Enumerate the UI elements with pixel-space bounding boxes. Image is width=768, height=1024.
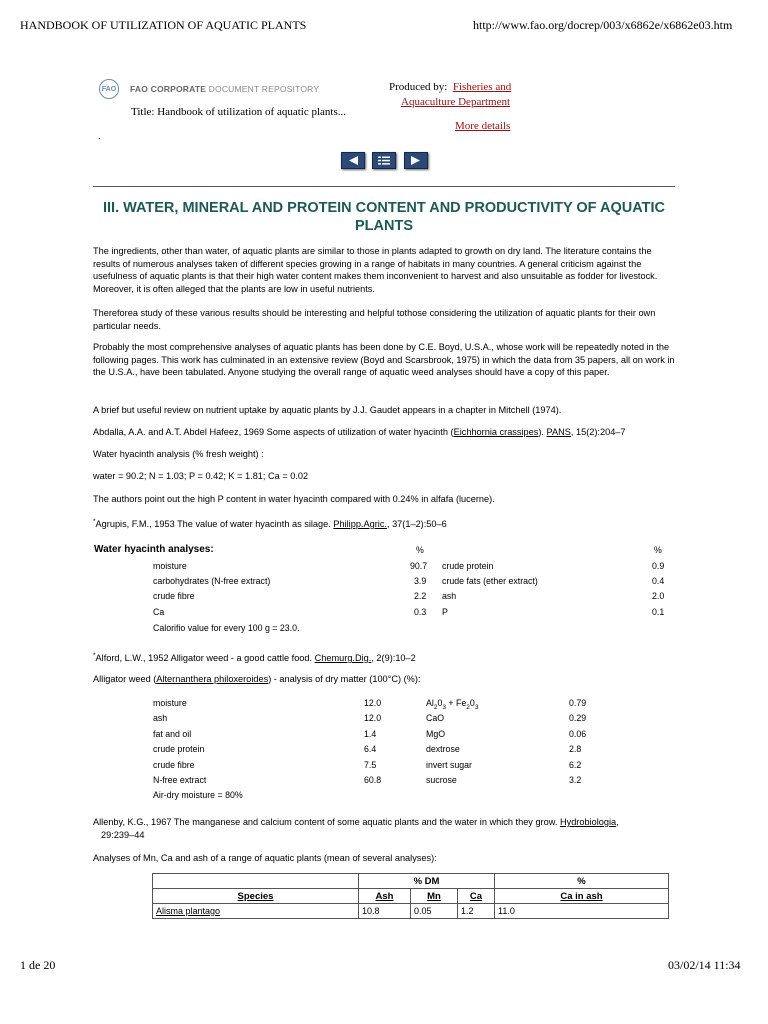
alligator-value: 6.2	[569, 760, 582, 770]
paragraph-intro: The ingredients, other than water, of aquatic plants are similar to those in plants adapted to growth on dry land. The literature contains the results of numerous analyses taken of different species growing in a range of habitats in many countries. A general criticism against the usefulness of aquatic plants is that their high water content makes them inconvenient to harvest and also unsuitable as fodder for livestock. Moreover, it is often alleged that the plants are low in useful nutrients.	[93, 246, 658, 294]
hyacinth-table-title: Water hyacinth analyses:	[94, 544, 214, 555]
table-header-row	[153, 889, 669, 904]
prev-page-button[interactable]	[341, 152, 365, 169]
hyacinth-value: 90.7	[410, 561, 428, 571]
hyacinth-value: 0.1	[652, 607, 665, 617]
alligator-value: 12.0	[364, 698, 382, 708]
alligator-value: 7.5	[364, 760, 377, 770]
header-mn[interactable]: Mn	[411, 889, 458, 904]
print-footer-page: 1 de 20	[20, 958, 56, 972]
hydrobiologia-link[interactable]: Hydrobiologia	[559, 817, 617, 827]
reference-abdalla: Abdalla, A.A. and A.T. Abdel Hafeez, 1969 Some aspects of utilization of water hyacinth (Eichhornia crassipes). PANS, 15(2):204–7	[93, 427, 626, 437]
divider	[93, 186, 675, 187]
alligator-value: 0.79	[569, 698, 587, 708]
paragraph-gaudet: A brief but useful review on nutrient uptake by aquatic plants by J.J. Gaudet appears in a chapter in Mitchell (1974).	[93, 405, 562, 415]
alligator-item: crude fibre	[153, 760, 195, 770]
alligator-value: 0.29	[569, 713, 587, 723]
hyacinth-item: Ca	[153, 607, 165, 617]
section-heading: III. WATER, MINERAL AND PROTEIN CONTENT AND PRODUCTIVITY OF AQUATIC PLANTS	[102, 200, 665, 234]
alligator-item: sucrose	[426, 775, 457, 785]
alligator-value: 1.4	[364, 729, 377, 739]
alligator-value: 0.06	[569, 729, 587, 739]
produced-by-link-fisheries[interactable]: Fisheries and	[452, 81, 512, 93]
hyacinth-value: 0.4	[652, 576, 665, 586]
philipp-agric-link[interactable]: Philipp.Agric.	[333, 519, 387, 530]
alligator-value: 6.4	[364, 744, 377, 754]
hyacinth-value: 0.9	[652, 561, 665, 571]
hyacinth-item: moisture	[153, 561, 187, 571]
produced-by-link-aquaculture[interactable]: Aquaculture Department	[401, 96, 511, 108]
print-header-title: HANDBOOK OF UTILIZATION OF AQUATIC PLANTS	[20, 18, 307, 32]
table-row	[153, 904, 669, 919]
reference-agrupis: *Agrupis, F.M., 1953 The value of water hyacinth as silage. Philipp.Agric., 37(1–2):50–6	[93, 518, 447, 530]
reference-alford: *Alford, L.W., 1952 Alligator weed - a good cattle food. Chemurg.Dig., 2(9):10–2	[93, 652, 416, 664]
hyacinth-item: crude fats (ether extract)	[442, 576, 538, 586]
header-ca-in-ash[interactable]: Ca in ash	[495, 889, 669, 904]
alligator-value: 2.8	[569, 744, 582, 754]
next-arrow-icon	[410, 155, 422, 166]
hyacinth-item: carbohydrates (N-free extract)	[153, 576, 271, 586]
alligator-item: N-free extract	[153, 775, 207, 785]
header-ash[interactable]: Ash	[359, 889, 411, 904]
header-dm: % DM	[359, 874, 495, 889]
more-details-link[interactable]: More details	[455, 120, 511, 132]
document-title: Title: Handbook of utilization of aquatic plants...	[131, 106, 346, 118]
header-pct: %	[495, 874, 669, 889]
alligator-item: moisture	[153, 698, 187, 708]
contents-button[interactable]	[372, 152, 396, 169]
produced-by: Produced by: Fisheries and Aquaculture Department	[389, 81, 512, 108]
calorific-value: Calorifio value for every 100 g = 23.0.	[153, 623, 300, 633]
reference-allenby: Allenby, K.G., 1967 The manganese and calcium content of some aquatic plants and the water in which they grow. Hydrobiologia, 29:239–44	[93, 817, 619, 840]
alligator-item: dextrose	[426, 744, 460, 754]
header-ca[interactable]: Ca	[458, 889, 495, 904]
alligator-item: fat and oil	[153, 729, 192, 739]
next-page-button[interactable]	[404, 152, 428, 169]
alligator-item: MgO	[426, 729, 446, 739]
alternanthera-link[interactable]: Alternanthera philoxeroides	[156, 674, 269, 684]
hyacinth-value: 2.0	[652, 591, 665, 601]
species-table	[152, 873, 669, 919]
paragraph-study: Thereforea study of these various results should be interesting and helpful tothose considering the utilization of aquatic plants for their own particular needs.	[93, 308, 656, 331]
alligator-item-oxides: $Al_20_3 + Fe_20_3$	[426, 698, 479, 711]
air-dry-moisture: Air-dry moisture = 80%	[153, 790, 243, 800]
alligator-item: CaO	[426, 713, 445, 723]
dot-marker: .	[98, 131, 101, 141]
alligator-item: ash	[153, 713, 168, 723]
eichhornia-link[interactable]: Eichhornia crassipes	[453, 427, 539, 437]
table-header-group-row	[153, 874, 669, 889]
allenby-intro: Analyses of Mn, Ca and ash of a range of aquatic plants (mean of several analyses):	[93, 853, 437, 863]
pans-link[interactable]: PANS	[546, 427, 571, 437]
prev-arrow-icon	[347, 155, 359, 166]
pct-header-left: %	[416, 545, 424, 555]
chemurg-dig-link[interactable]: Chemurg.Dig.	[314, 653, 372, 664]
repository-name: FAO CORPORATE DOCUMENT REPOSITORY	[130, 84, 320, 94]
alligator-intro: Alligator weed (Alternanthera philoxeroides) - analysis of dry matter (100°C) (%):	[93, 674, 421, 684]
hyacinth-analysis-label: Water hyacinth analysis (% fresh weight) :	[93, 449, 264, 459]
alligator-item: crude protein	[153, 744, 205, 754]
fao-logo-icon: FAO	[99, 79, 119, 99]
hyacinth-item: P	[442, 607, 448, 617]
print-header-url: http://www.fao.org/docrep/003/x6862e/x6862e03.htm	[473, 18, 733, 32]
alligator-value: 3.2	[569, 775, 582, 785]
alligator-item: invert sugar	[426, 760, 472, 770]
pct-header-right: %	[654, 545, 662, 555]
alligator-value: 12.0	[364, 713, 382, 723]
hyacinth-value: 3.9	[414, 576, 427, 586]
hyacinth-item: crude protein	[442, 561, 494, 571]
ca-value: 1.2	[458, 904, 495, 919]
paragraph-high-p: The authors point out the high P content in water hyacinth compared with 0.24% in alfafa (lucerne).	[93, 494, 495, 504]
hyacinth-value: 0.3	[414, 607, 427, 617]
hyacinth-item: crude fibre	[153, 591, 195, 601]
hyacinth-values: water = 90.2; N = 1.03; P = 0.42; K = 1.81; Ca = 0.02	[93, 471, 309, 481]
contents-icon	[377, 155, 391, 166]
ca-ash-value: 11.0	[495, 904, 669, 919]
alligator-value: 60.8	[364, 775, 382, 785]
print-footer-datetime: 03/02/14 11:34	[668, 958, 741, 972]
mn-value: 0.05	[411, 904, 458, 919]
species-name[interactable]: Alisma plantago	[153, 904, 359, 919]
hyacinth-value: 2.2	[414, 591, 427, 601]
hyacinth-item: ash	[442, 591, 457, 601]
ash-value: 10.8	[359, 904, 411, 919]
header-species[interactable]: Species	[153, 889, 359, 904]
paragraph-boyd: Probably the most comprehensive analyses of aquatic plants has been done by C.E. Boyd, U.S.A., whose work will be repeatedly noted in the following pages. This work has culminated in an extensive review (Boyd and Scarsbrook, 1975) in which the data from 35 papers, all on work in the U.S.A., have been tabulated. Anyone studying the overall range of aquatic weed analyses should have a copy of this paper.	[93, 342, 675, 378]
